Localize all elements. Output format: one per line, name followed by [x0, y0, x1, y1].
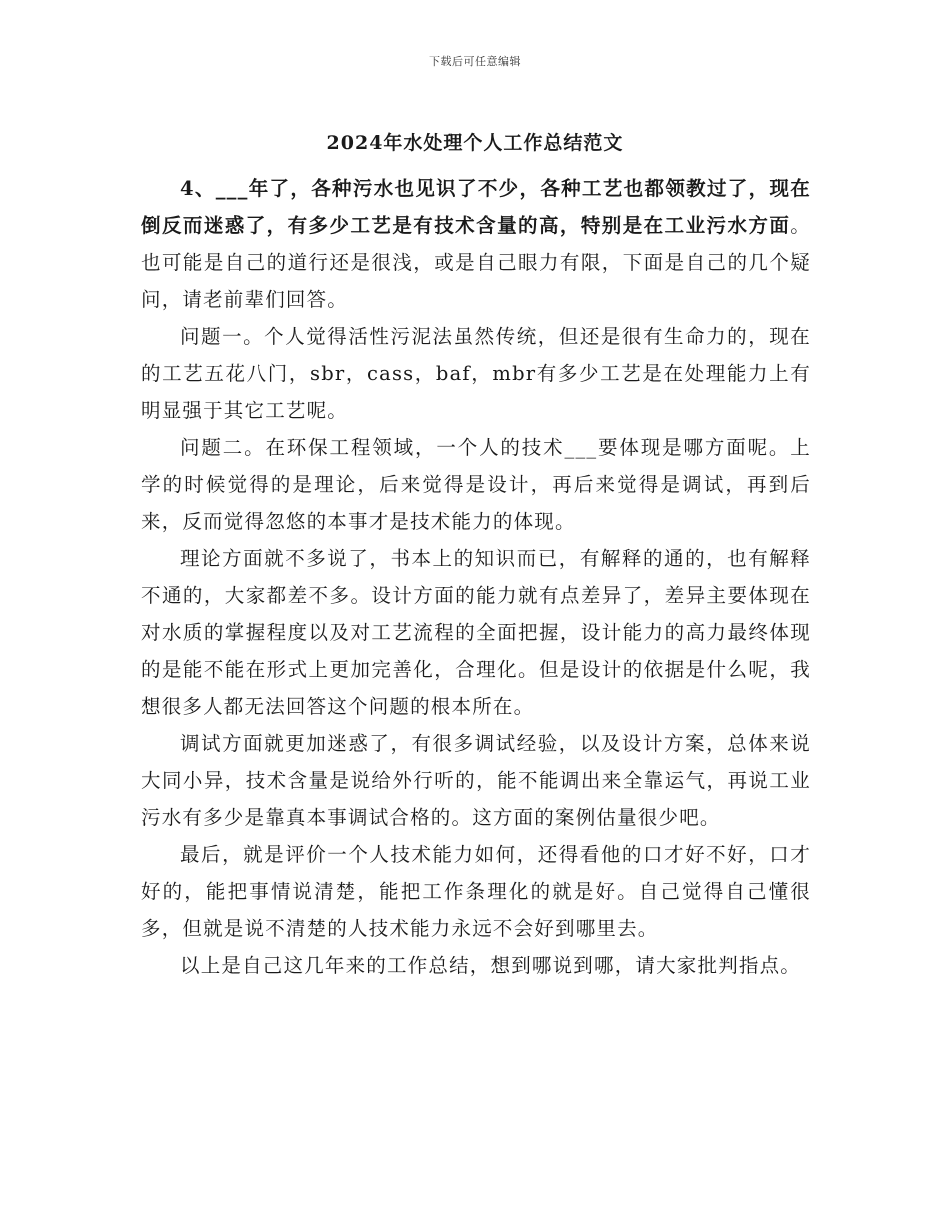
- paragraph-intro: [141, 170, 811, 318]
- paragraph-finally: 最后，就是评价一个人技术能力如何，还得看他的口才好不好，口才好的，能把事情说清楚，能把工作条理化的就是好。自己觉得自己懂很多，但就是说不清楚的人技术能力永远不会好到哪里去。: [141, 843, 811, 940]
- document-title: 2024年水处理个人工作总结范文: [326, 132, 624, 154]
- document-body: [141, 170, 811, 984]
- page-header-note: 下载后可任意编辑: [429, 55, 521, 68]
- paragraph-commissioning: 调试方面就更加迷惑了，有很多调试经验，以及设计方案，总体来说大同小异，技术含量是说给外行听的，能不能调出来全靠运气，再说工业污水有多少是靠真本事调试合格的。这方面的案例估量很少吧。: [141, 732, 811, 829]
- paragraph-theory-design: 理论方面就不多说了，书本上的知识而已，有解释的通的，也有解释不通的，大家都差不多。设计方面的能力就有点差异了，差异主要体现在对水质的掌握程度以及对工艺流程的全面把握，设计能力的高力最终体现的是能不能在形式上更加完善化，合理化。但是设计的依据是什么呢，我想很多人都无法回答这个问题的根本所在。: [141, 547, 811, 718]
- paragraph-intro-bold: 4、___年了，各种污水也见识了不少，各种工艺也都领教过了，现在倒反而迷惑了，有多少工艺是有技术含量的高，特别是在工业污水方面: [141, 177, 811, 237]
- paragraph-question-one: 问题一。个人觉得活性污泥法虽然传统，但还是很有生命力的，现在的工艺五花八门，sbr，cass，baf，mbr有多少工艺是在处理能力上有明显强于其它工艺呢。: [141, 325, 811, 422]
- paragraph-conclusion: 以上是自己这几年来的工作总结，想到哪说到哪，请大家批判指点。: [180, 954, 802, 977]
- paragraph-intro-text: 。也可能是自己的道行还是很浅，或是自己眼力有限，下面是自己的几个疑问，请老前辈们回答。: [141, 214, 811, 311]
- paragraph-question-two: 问题二。在环保工程领域，一个人的技术___要体现是哪方面呢。上学的时候觉得的是理论，后来觉得是设计，再后来觉得是调试，再到后来，反而觉得忽悠的本事才是技术能力的体现。: [141, 436, 811, 533]
